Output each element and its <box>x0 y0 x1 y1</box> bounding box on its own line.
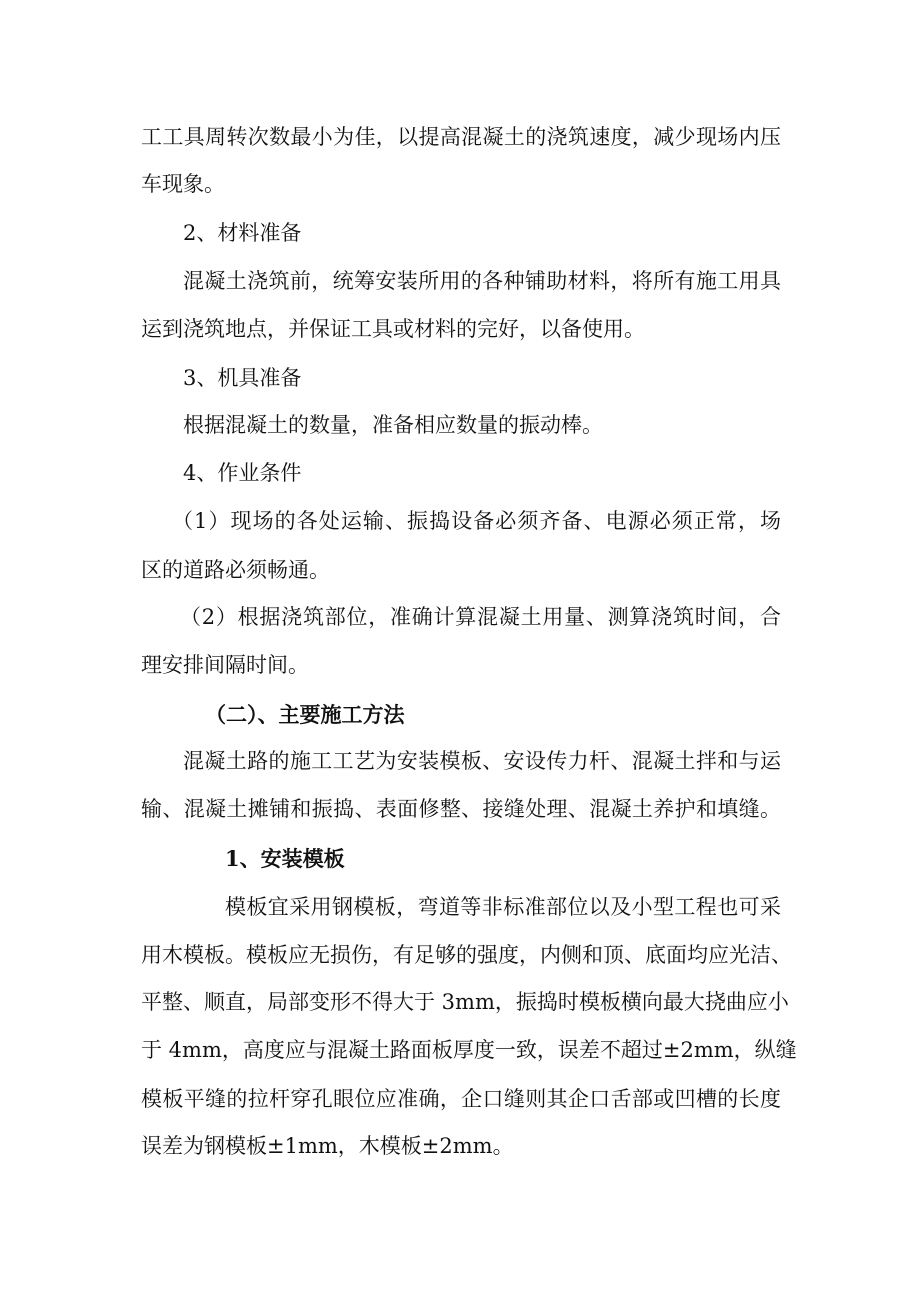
paragraph-line: 模板宜采用钢模板，弯道等非标准部位以及小型工程也可采 <box>225 895 781 919</box>
paragraph-line: 区的道路必须畅通。 <box>141 558 330 582</box>
paragraph-line: 平整、顺直，局部变形不得大于 3mm，振捣时模板横向最大挠曲应小 <box>141 990 789 1014</box>
paragraph-line: 混凝土浇筑前，统筹安装所用的各种铺助材料，将所有施工用具 <box>183 269 781 293</box>
paragraph-line: 理安排间隔时间。 <box>141 653 309 677</box>
paragraph-line: 车现象。 <box>141 172 225 196</box>
chapter-heading: （二）、主要施工方法 <box>205 702 405 727</box>
paragraph-line: 模板平缝的拉杆穿孔眼位应准确，企口缝则其企口舌部或凹槽的长度 <box>141 1087 781 1111</box>
paragraph-line: （2）根据浇筑部位，准确计算混凝土用量、测算浇筑时间，合 <box>180 605 781 629</box>
paragraph-line: 误差为钢模板±1mm，木模板±2mm。 <box>141 1134 514 1158</box>
section-heading: 4、作业条件 <box>183 461 302 485</box>
paragraph-line: 工工具周转次数最小为佳，以提高混凝土的浇筑速度，减少现场内压 <box>141 125 781 149</box>
paragraph-line: 根据混凝土的数量，准备相应数量的振动棒。 <box>183 413 603 437</box>
paragraph-line: （1）现场的各处运输、振捣设备必须齐备、电源必须正常，场 <box>172 509 781 533</box>
paragraph-line: 于 4mm，高度应与混凝土路面板厚度一致，误差不超过±2mm，纵缝 <box>141 1038 797 1062</box>
paragraph-line: 混凝土路的施工工艺为安装模板、安设传力杆、混凝土拌和与运 <box>183 749 781 773</box>
section-heading: 3、机具准备 <box>183 366 302 390</box>
section-heading: 2、材料准备 <box>183 221 302 245</box>
subsection-heading: 1、安装模板 <box>225 846 345 871</box>
paragraph-line: 用木模板。模板应无损伤，有足够的强度，内侧和顶、底面均应光洁、 <box>141 943 792 967</box>
paragraph-line: 运到浇筑地点，并保证工具或材料的完好，以备使用。 <box>141 317 645 341</box>
paragraph-line: 输、混凝土摊铺和振捣、表面修整、接缝处理、混凝土养护和填缝。 <box>141 797 781 821</box>
